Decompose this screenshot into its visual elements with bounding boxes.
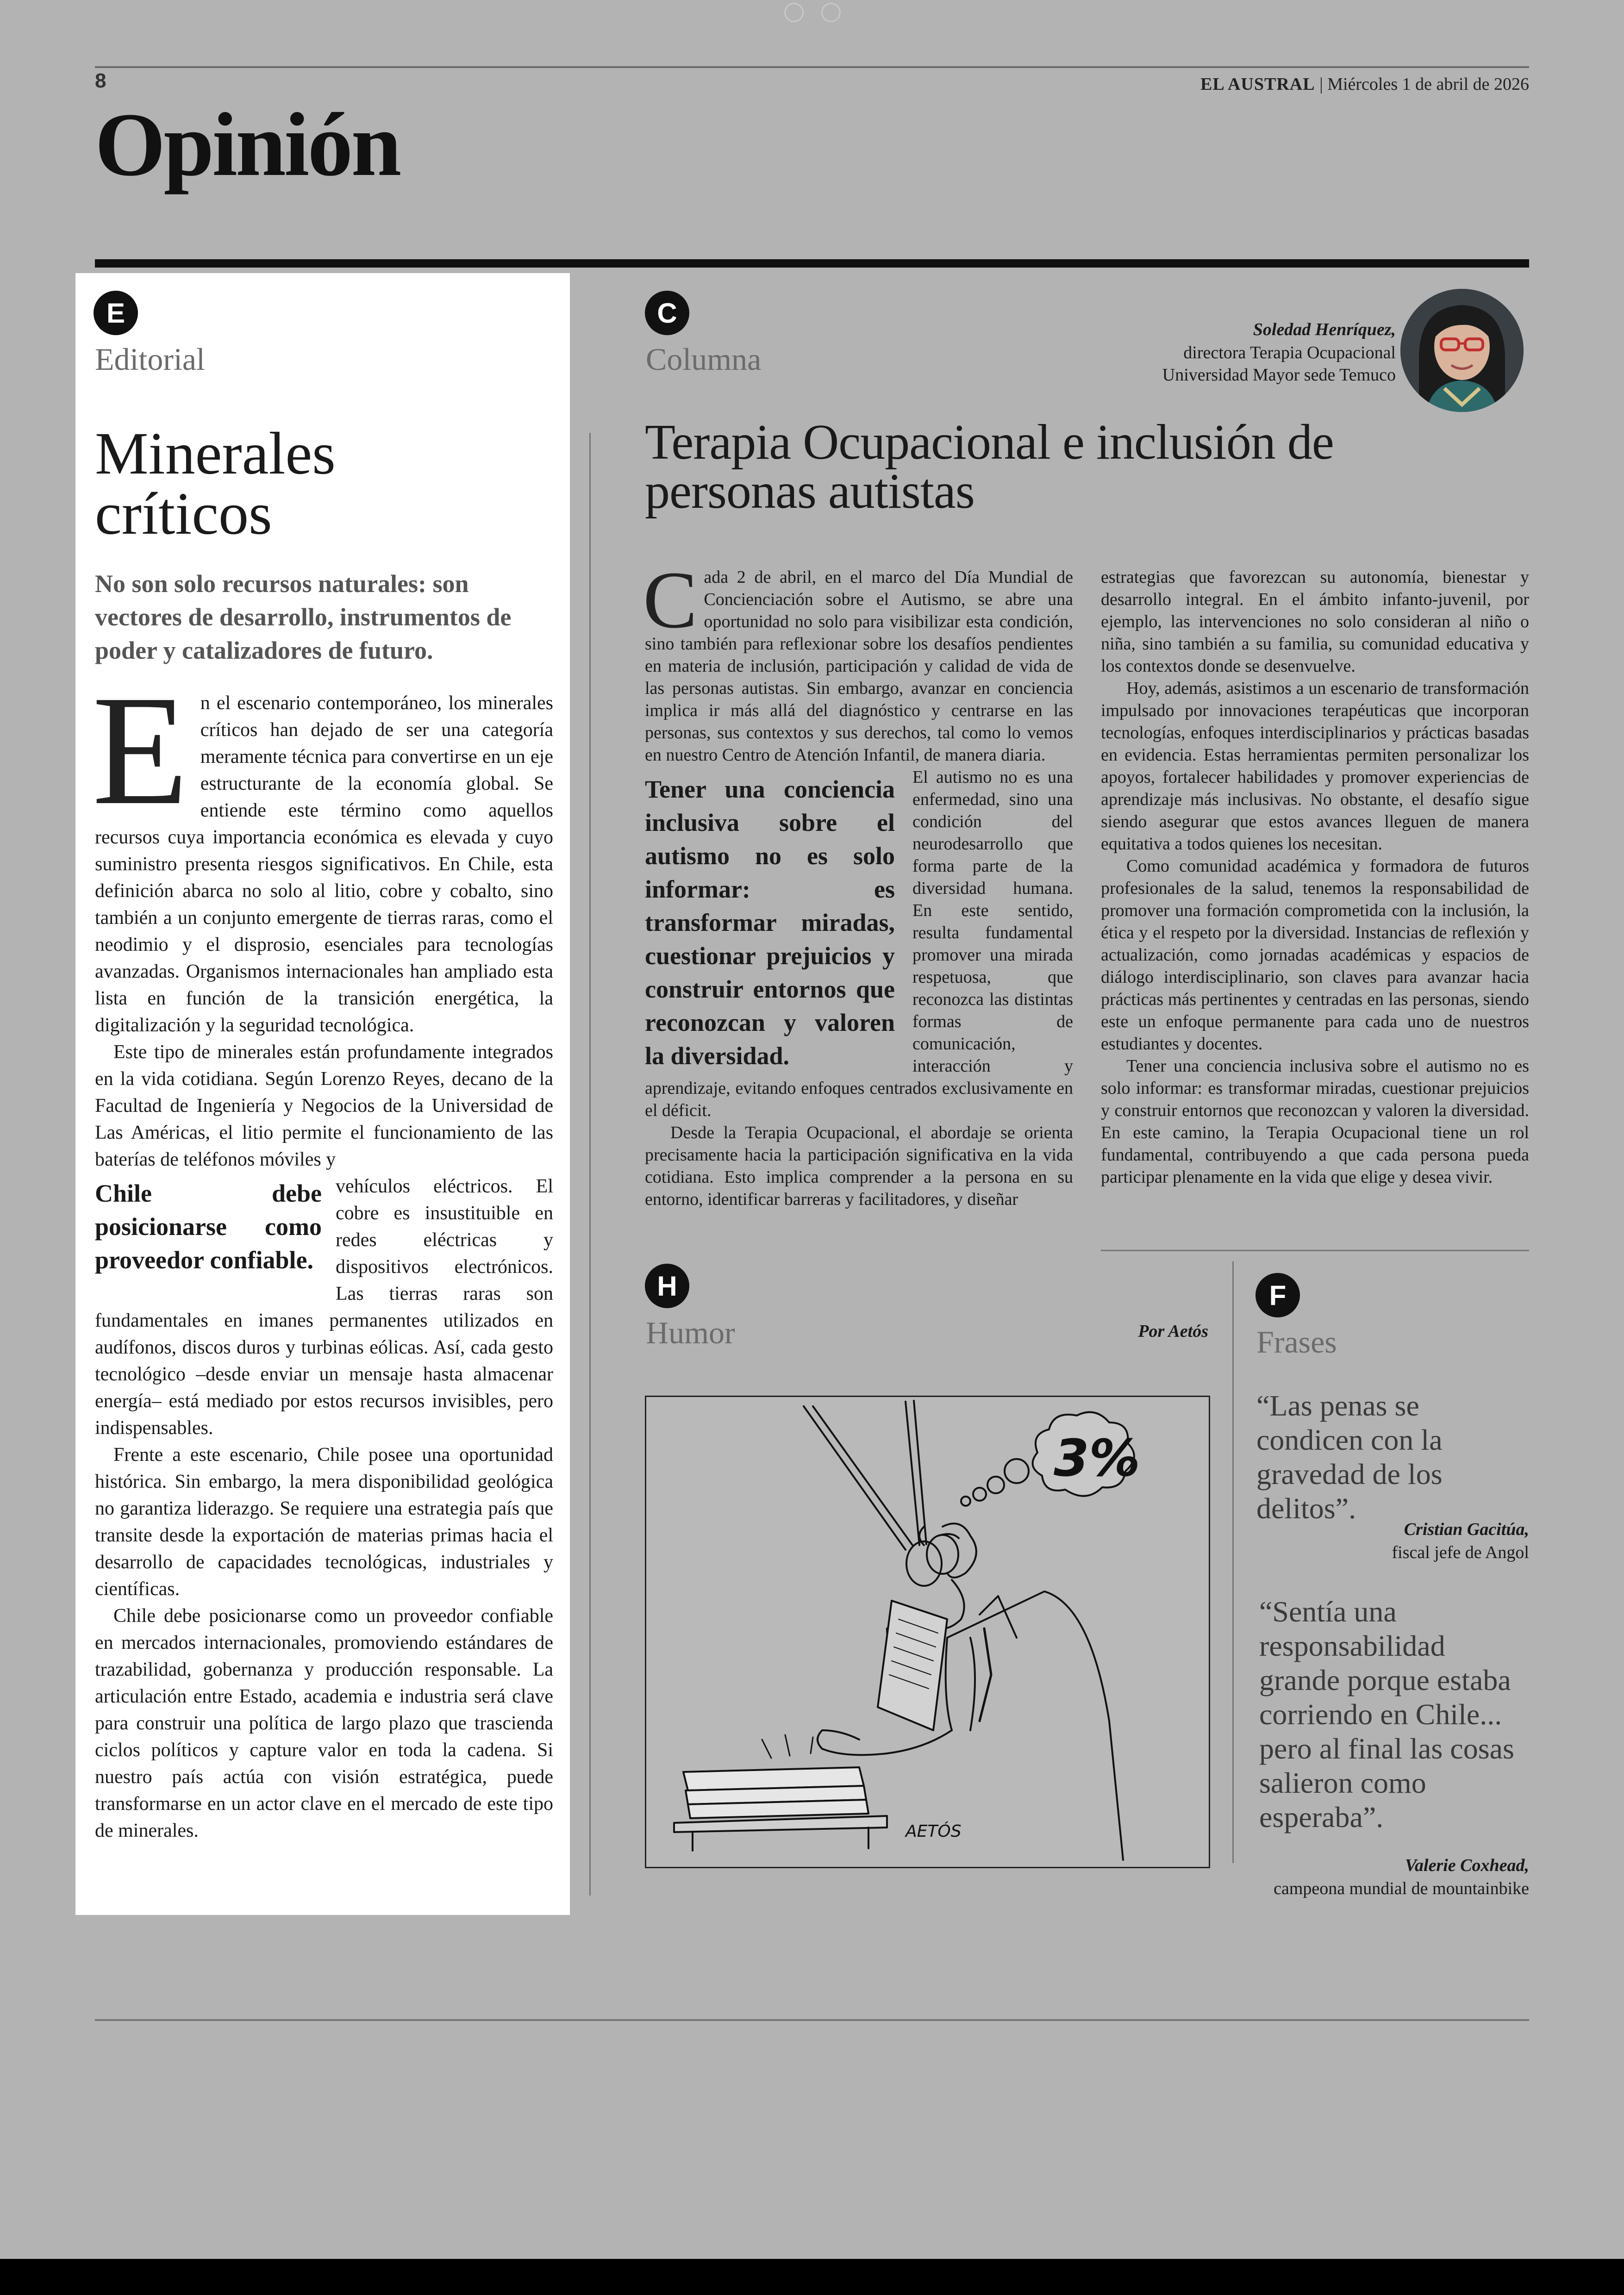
editorial-headline (95, 420, 336, 547)
frase-quote: “Las penas se condicen con la gravedad de los delitos”. (1256, 1389, 1443, 1525)
column-paragraph: estrategias que favorezcan su autonomía, bienestar y desarrollo integral. En el ámbito infanto-juvenil, por ejemplo, las intervenciones no solo consideran al niño o niña, sino también a su familia, su comunidad educativa y los contextos donde se desenvuelve. (1101, 568, 1529, 676)
section-rule (95, 259, 1529, 268)
column-pullquote: Tener una conciencia inclusiva sobre el autismo no es solo informar: es transformar miradas, cuestionar prejuicios y construir entornos que reconozcan y valoren la diversidad. (645, 775, 895, 1070)
editorial-paragraph: Frente a este escenario, Chile posee una oportunidad histórica. Sin embargo, la mera disponibilidad geológica no garantiza liderazgo. Se requiere una estrategia país que transite desde la exportación de materias primas hacia el desarrollo de capacidades tecnológicas, industriales y científicas. (95, 1444, 553, 1600)
column-author-role: directora Terapia Ocupacional Universidad Mayor sede Temuco (1162, 343, 1396, 385)
editorial-paragraph: Chile debe posicionarse como un proveedor confiable en mercados internacionales, promoviendo estándares de trazabilidad, gobernanza y producción responsable. La articulación entre Estado, academia e industria será clave para construir una política de largo plazo que trascienda ciclos políticos y capture valor en toda la cadena. Si nuestro país actúa con visión estratégica, puede transformarse en un actor clave en el mercado de este tipo de minerales. (95, 1605, 553, 1841)
editorial-headline-line: críticos (95, 480, 272, 547)
column-body-left (643, 555, 1073, 1210)
frases-divider (1232, 1261, 1234, 1863)
frases-kicker: Frases (1256, 1324, 1337, 1360)
column-kicker: Columna (646, 342, 762, 377)
editorial-dropcap: E (92, 663, 188, 837)
frase-quote: “Sentía una responsabilidad grande porque estaba corriendo en Chile... pero al final las cosas salieron como esperaba”. (1259, 1595, 1514, 1834)
newspaper-name: EL AUSTRAL (1200, 75, 1315, 94)
page-number: 8 (95, 69, 106, 92)
editorial-paragraph: En el escenario contemporáneo, los minerales críticos han dejado de ser una categoría meramente técnica para convertirse en un eje estructurante de la economía global. Se entiende este término como aquellos recursos cuya importancia económica es elevada y cuyo suministro presenta riesgos significativos. En Chile, esta definición abarca no solo al litio, cobre y cobalto, sino también a un conjunto emergente de tierras raras, como el neodimio y el disprosio, esenciales para tecnologías avanzadas. Organismos internacionales han ampliado esta lista en función de la transición energética, la digitalización y la seguridad tecnológica. (92, 663, 553, 1036)
thought-bubble-text: 3% (1054, 1428, 1140, 1488)
frase-author-name: Valerie Coxhead, (1405, 1856, 1529, 1875)
frase-author-name: Cristian Gacitúa, (1404, 1520, 1529, 1539)
section-title: Opinión (95, 94, 400, 195)
editorial-badge-icon: E (94, 291, 138, 335)
masthead-line: EL AUSTRAL | Miércoles 1 de abril de 2026 (1200, 75, 1529, 94)
column-paragraph: Tener una conciencia inclusiva sobre el autismo no es solo informar: es transformar miradas, cuestionar prejuicios y construir entornos que reconozcan y valoren la diversidad. En este camino, la Terapia Ocupacional tiene un rol fundamental, contribuyendo a que cada persona pueda participar plenamente en la vida que elige y desea vivir. (1101, 1056, 1529, 1187)
bottom-rule (95, 2019, 1529, 2021)
column-paragraph: Hoy, además, asistimos a un escenario de transformación impulsado por innovaciones terapéuticas que incorporan tecnologías, enfoques interdisciplinarios y prácticas basadas en evidencia. Estas herramientas permiten personalizar los apoyos, fortalecer habilidades y promover experiencias de aprendizaje más inclusivas. No obstante, el desafío sigue siendo asegurar que estos avances lleguen de manera equitativa a todos quienes los necesitan. (1101, 679, 1529, 854)
frase-author-role: fiscal jefe de Angol (1392, 1543, 1529, 1562)
humor-cartoon (645, 1396, 1210, 1868)
viewer-bottom-bar (0, 2259, 1624, 2295)
editorial-headline-line: Minerales (95, 420, 336, 487)
column-headline: Terapia Ocupacional e inclusión de personas autistas (645, 415, 1334, 519)
top-rule (95, 66, 1529, 68)
ghost-circle-icon (784, 3, 804, 22)
column-body-right (1101, 566, 1529, 1188)
author-photo (1400, 289, 1524, 412)
column-divider (589, 433, 591, 1896)
frases-badge-icon: F (1255, 1273, 1300, 1317)
column-bottom-rule (1101, 1250, 1529, 1251)
column-dropcap: C (643, 555, 698, 645)
humor-kicker: Humor (646, 1315, 735, 1350)
frase-author-role: campeona mundial de mountainbike (1274, 1879, 1529, 1898)
editorial-body (92, 663, 553, 1844)
column-paragraph: Cada 2 de abril, en el marco del Día Mundial de Concienciación sobre el Autismo, se abre una oportunidad no solo para visibilizar esta condición, sino también para reflexionar sobre los desafíos pendientes en materia de inclusión, participación y calidad de vida de las personas autistas. Sin embargo, avanzar en conciencia implica ir más allá del diagnóstico y centrarse en las personas, sus contextos y sus derechos, tal como lo vemos en nuestro Centro de Atención Infantil, de manera diaria. (643, 555, 1073, 765)
issue-date: Miércoles 1 de abril de 2026 (1327, 75, 1529, 94)
cartoon-signature: AETÓS (906, 1822, 962, 1841)
ghost-circle-icon (821, 3, 841, 22)
editorial-deck: No son solo recursos naturales: son vectores de desarrollo, instrumentos de poder y catalizadores de futuro. (95, 570, 512, 664)
column-badge-icon: C (645, 291, 689, 335)
editorial-kicker: Editorial (95, 342, 205, 377)
editorial-pullquote: Chile debe posicionarse como proveedor confiable. (95, 1179, 322, 1274)
column-paragraph: Desde la Terapia Ocupacional, el abordaje se orienta precisamente hacia la participación significativa en la vida cotidiana. Esto implica comprender a la persona en su entorno, identificar barreras y facilitadores, y diseñar (645, 1123, 1073, 1209)
editorial-paragraph: Chile debe posicionarse como proveedor confiable. vehículos eléctricos. El cobre es insustituible en redes eléctricas y dispositivos electrónicos. Las tierras raras son fundamentales en imanes permanentes utilizados en audífonos, discos duros y turbinas eólicas. Así, cada gesto tecnológico –desde enviar un mensaje hasta almacenar energía– está mediado por estos recursos invisibles, pero indispensables. (95, 1176, 553, 1439)
column-paragraph: Como comunidad académica y formadora de futuros profesionales de la salud, tenemos la responsabilidad de promover una formación comprometida con la inclusión, la ética y el respeto por la diversidad. Instancias de reflexión y actualización, como jornadas académicas y espacios de diálogo interdisciplinario, son claves para avanzar hacia prácticas más pertinentes y centradas en las personas, siendo este un enfoque permanente para cada uno de nuestros estudiantes y docentes. (1101, 856, 1529, 1054)
humor-credit: Por Aetós (1138, 1322, 1208, 1341)
column-paragraph: Tener una conciencia inclusiva sobre el autismo no es solo informar: es transformar miradas, cuestionar prejuicios y construir entornos que reconozcan y valoren la diversidad. El autismo no es una enfermedad, sino una condición del neurodesarrollo que forma parte de la diversidad humana. En este sentido, resulta fundamental promover una mirada respetuosa, que reconozca las distintas formas de comunicación, interacción y aprendizaje, evitando enfoques centrados exclusivamente en el déficit. (645, 767, 1073, 1120)
humor-badge-icon: H (645, 1264, 689, 1308)
editorial-paragraph: Este tipo de minerales están profundamente integrados en la vida cotidiana. Según Lorenzo Reyes, decano de la Facultad de Ingeniería y Negocios de la Universidad de Las Américas, el litio permite el funcionamiento de las baterías de teléfonos móviles y (95, 1041, 553, 1170)
column-author-name: Soledad Henríquez, (1253, 320, 1396, 339)
